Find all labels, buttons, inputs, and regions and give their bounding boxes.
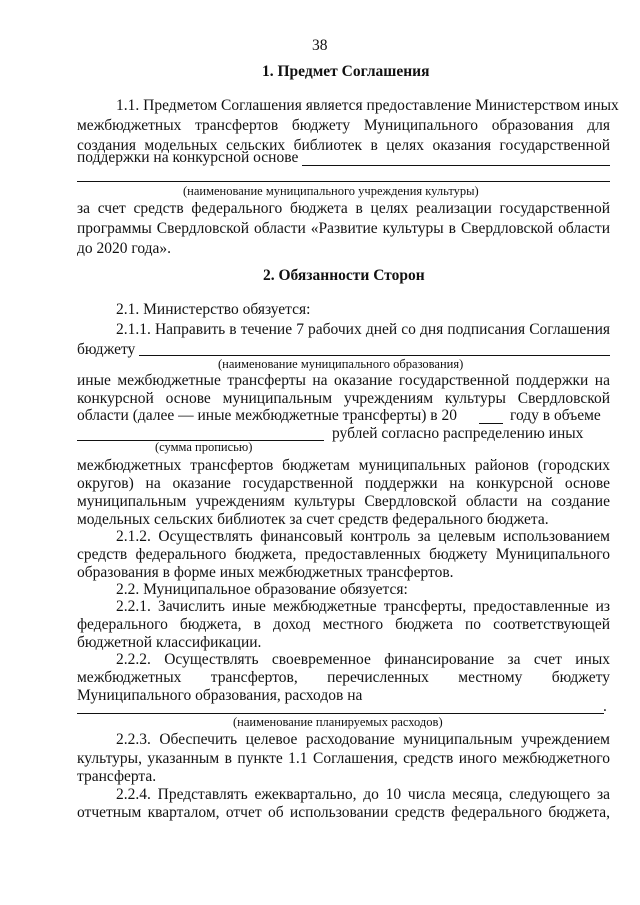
caption-sum: (сумма прописью)	[155, 440, 253, 454]
paragraph-2-2-3-line: культуры, указанным в пункте 1.1 Соглашения, средств иного межбюджетного	[77, 750, 610, 767]
paragraph-2-1-1-cont-line: межбюджетных трансфертов бюджетам муниципальных районов (городских	[77, 457, 610, 474]
paragraph-1-1-cont-line: за счет средств федерального бюджета в целях реализации государственной	[77, 200, 610, 217]
paragraph-2-2-4-line: отчетным кварталом, отчет об использовании средств федерального бюджета,	[77, 804, 610, 821]
paragraph-2-2-2-line: межбюджетных трансфертов, перечисленных местному бюджету	[77, 669, 610, 686]
paragraph-1-1-line: создания модельных сельских библиотек в целях оказания государственной	[77, 137, 610, 154]
paragraph-1-1-line: межбюджетных трансфертов бюджету Муниципального образования для	[77, 117, 610, 134]
paragraph-2-2-4-line: 2.2.4. Представлять ежеквартально, до 10 числа месяца, следующего за	[116, 786, 610, 803]
paragraph-2-2-1-line: 2.2.1. Зачислить иные межбюджетные трансферты, предоставленные из	[116, 598, 610, 615]
paragraph-1-1-cont-line: программы Свердловской области «Развитие культуры в Свердловской области	[77, 220, 610, 237]
paragraph-2-1-1-line: конкурсной основе муниципальным учреждениям культуры Свердловской	[77, 390, 610, 407]
section-1-heading: 1. Предмет Соглашения	[262, 63, 430, 80]
paragraph-2-2-1-line: бюджетной классификации.	[77, 634, 262, 651]
paragraph-2-1-2-line: образования в форме иных межбюджетных трансфертов.	[77, 564, 454, 581]
paragraph-1-1-cont-line: до 2020 года».	[77, 240, 172, 257]
fill-in-line	[77, 181, 610, 182]
paragraph-2-2-2-line: 2.2.2. Осуществлять своевременное финансирование за счет иных	[116, 651, 610, 668]
paragraph-1-1-line: 1.1. Предметом Соглашения является предоставление Министерством иных	[116, 97, 619, 114]
paragraph-2-2: 2.2. Муниципальное образование обязуется:	[116, 581, 408, 598]
caption-expenses: (наименование планируемых расходов)	[233, 715, 443, 729]
paragraph-2-1-1-cont-line: модельных сельских библиотек за счет средств федерального бюджета.	[77, 511, 549, 528]
paragraph-1-1-line: поддержки на конкурсной основе	[77, 149, 299, 166]
paragraph-2-2-2-end: .	[603, 698, 607, 715]
paragraph-2-1-1-cont-line: муниципальным учреждениям культуры Свердловской области на создание	[77, 493, 610, 510]
paragraph-2-2-2-line: Муниципального образования, расходов на	[77, 687, 363, 704]
section-2-heading: 2. Обязанности Сторон	[263, 267, 425, 284]
paragraph-2-1-1-year-after: году в объеме	[510, 407, 601, 424]
paragraph-2-1-2-line: 2.1.2. Осуществлять финансовый контроль за целевым использованием	[116, 528, 610, 545]
paragraph-2-1-1-cont-line: округов) на оказание государственной поддержки на конкурсной основе	[77, 475, 610, 492]
caption-municipality: (наименование муниципального образования)	[218, 357, 464, 371]
paragraph-2-1-1-year: области (далее — иные межбюджетные трансферты) в 20	[77, 407, 457, 424]
paragraph-2-2-3-line: трансферта.	[77, 768, 157, 785]
paragraph-2-1: 2.1. Министерство обязуется:	[116, 301, 311, 318]
paragraph-2-2-3-line: 2.2.3. Обеспечить целевое расходование муниципальным учреждением	[116, 731, 610, 748]
paragraph-2-1-2-line: средств федерального бюджета, предоставленных бюджету Муниципального	[77, 546, 610, 563]
paragraph-2-1-1-sum-after: рублей согласно распределению иных	[332, 425, 584, 442]
caption-institution: (наименование муниципального учреждения культуры)	[183, 184, 479, 198]
paragraph-2-1-1-line: 2.1.1. Направить в течение 7 рабочих дней со дня подписания Соглашения	[116, 321, 610, 338]
paragraph-2-1-1-budget: бюджету	[77, 341, 136, 358]
paragraph-2-2-1-line: федерального бюджета, в доход местного бюджета по соответствующей	[77, 616, 610, 633]
paragraph-2-1-1-line: иные межбюджетные трансферты на оказание государственной поддержки на	[77, 372, 610, 389]
fill-in-line	[302, 165, 610, 166]
page-number: 38	[312, 37, 328, 54]
